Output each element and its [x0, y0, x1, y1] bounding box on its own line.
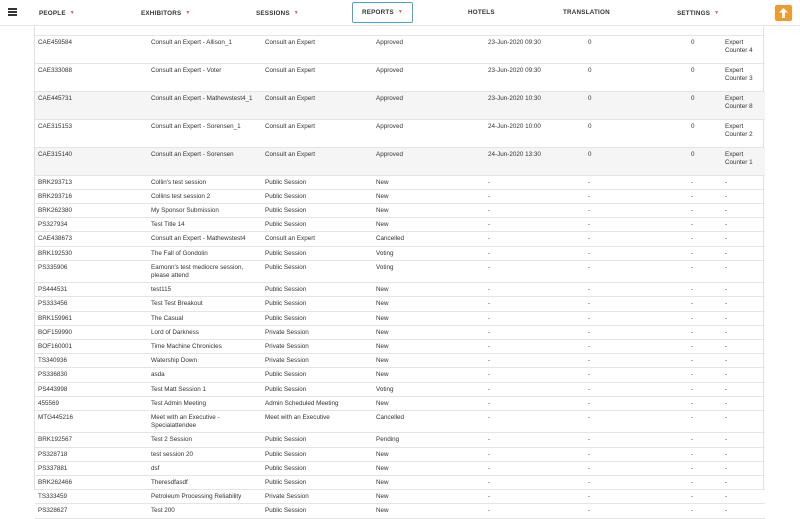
arrow-up-icon [779, 8, 788, 18]
cell-title: Consult an Expert - Allison_1 [151, 38, 232, 46]
cell-date: 24-Jun-2020 13:30 [485, 147, 585, 175]
cell-date: - [488, 221, 491, 229]
cell-title: Consult an Expert - Voter [151, 66, 222, 74]
cell-status: New [376, 221, 389, 229]
cell-date: 23-Jun-2020 09:30 [488, 66, 541, 74]
cell-id: 455569 [38, 399, 60, 407]
cell-status: New [376, 286, 389, 294]
nav-exhibitors[interactable] [141, 0, 191, 26]
cell-date: - [488, 286, 491, 294]
cell-status: Voting [376, 249, 394, 257]
cell-count1: - [588, 357, 591, 365]
table-row [35, 35, 765, 63]
cell-date: - [488, 399, 491, 407]
cell-id: CAE438673 [38, 235, 72, 243]
cell-count1: 0 [588, 38, 592, 46]
cell-id: BRK192567 [38, 436, 72, 444]
cell-count2: - [691, 493, 694, 501]
cell-counter: - [725, 286, 728, 294]
cell-date: - [488, 263, 491, 271]
cell-title: Consult an Expert - Mathewstest4 [151, 235, 246, 243]
cell-count2: - [691, 436, 694, 444]
cell-status: New [376, 357, 389, 365]
cell-count2: - [691, 263, 694, 271]
cell-type: Private Session [265, 357, 309, 365]
cell-counter: - [725, 357, 728, 365]
cell-count2: - [691, 507, 694, 515]
cell-type: Admin Scheduled Meeting [265, 399, 339, 407]
cell-count2: 0 [688, 91, 722, 119]
scroll-to-top-button[interactable] [775, 5, 792, 21]
cell-count2: - [691, 413, 694, 421]
cell-title: Test Title 14 [151, 221, 185, 229]
cell-type: Public Session [265, 450, 307, 458]
caret-down-icon: ▼ [69, 10, 75, 16]
cell-status: New [376, 314, 389, 322]
cell-id: PS336830 [38, 371, 68, 379]
cell-counter: Expert Counter 4 [725, 38, 753, 54]
cell-type: Private Session [265, 328, 309, 336]
cell-type: Public Session [265, 314, 307, 322]
cell-date: - [488, 464, 491, 472]
cell-count2: - [691, 249, 694, 257]
table-row [35, 246, 765, 260]
cell-title: test session 20 [151, 450, 194, 458]
cell-status: New [376, 464, 389, 472]
sessions-report-table [34, 0, 764, 515]
cell-title: Test Test Breakout [151, 300, 203, 308]
table-row [35, 504, 765, 518]
cell-title: Test Matt Session 1 [151, 385, 206, 393]
cell-count1: - [588, 328, 591, 336]
cell-id: MTG445216 [38, 413, 74, 421]
cell-title: Theresdfasdf [151, 478, 188, 486]
cell-type: Public Session [265, 221, 307, 229]
cell-status: Voting [376, 263, 394, 271]
cell-title: Consult an Expert - Mathewstest4_1 [148, 91, 262, 119]
cell-count1: 0 [585, 91, 688, 119]
cell-status: New [376, 450, 389, 458]
cell-count1: - [588, 249, 591, 257]
cell-counter: - [725, 328, 728, 336]
cell-count1: 0 [588, 66, 592, 74]
cell-count1: - [588, 436, 591, 444]
cell-date: - [488, 478, 491, 486]
cell-title: My Sponsor Submission [151, 206, 219, 214]
cell-count2: - [691, 221, 694, 229]
cell-date: 23-Jun-2020 10:30 [485, 91, 585, 119]
cell-id: CAE459584 [38, 38, 72, 46]
cell-counter: Expert Counter 1 [722, 147, 765, 175]
cell-date: - [488, 249, 491, 257]
cell-count1: - [588, 300, 591, 308]
cell-id: BRK262466 [38, 478, 72, 486]
cell-id: PS327934 [38, 221, 68, 229]
cell-date: 23-Jun-2020 09:30 [488, 38, 541, 46]
cell-title: asda [151, 371, 165, 379]
cell-count2: 0 [688, 147, 722, 175]
cell-count1: - [588, 464, 591, 472]
caret-down-icon: ▼ [185, 10, 191, 16]
table-row [35, 382, 765, 396]
cell-counter: - [725, 464, 728, 472]
cell-count1: - [588, 342, 591, 350]
cell-status: Approved [376, 38, 403, 46]
cell-title: The Casual [151, 314, 184, 322]
cell-title: Collin's test session [151, 178, 207, 186]
cell-count2: - [691, 385, 694, 393]
table-row [35, 461, 765, 475]
cell-date: - [488, 436, 491, 444]
cell-counter: - [725, 493, 728, 501]
cell-title: Consult an Expert - Sorensen_1 [151, 122, 241, 130]
table-row [35, 232, 765, 246]
table-row [35, 147, 765, 175]
cell-title: Test 2 Session [151, 436, 192, 444]
cell-count2: - [691, 300, 694, 308]
cell-type: Consult an Expert [265, 122, 316, 130]
cell-count1: - [588, 314, 591, 322]
table-row [35, 203, 765, 217]
cell-title: Meet with an Executive - Specialattendee [151, 413, 220, 430]
cell-date: - [488, 507, 491, 515]
cell-type: Consult an Expert [262, 91, 373, 119]
nav-reports[interactable] [352, 2, 413, 23]
cell-counter: Expert Counter 8 [722, 91, 765, 119]
cell-status: New [376, 192, 389, 200]
cell-status: Cancelled [376, 235, 405, 243]
cell-id: PS335906 [38, 263, 68, 271]
cell-status: New [376, 478, 389, 486]
top-navigation-bar [0, 0, 800, 26]
cell-id: PS328627 [38, 507, 68, 515]
table-row [35, 410, 765, 432]
cell-date: - [488, 450, 491, 458]
table-row [35, 218, 765, 232]
cell-count1: - [588, 478, 591, 486]
nav-reports-label: REPORTS [362, 9, 394, 16]
cell-count1: - [588, 385, 591, 393]
cell-date: - [488, 371, 491, 379]
cell-title: Petroleum Processing Reliability [151, 493, 242, 501]
cell-counter: - [725, 342, 728, 350]
cell-status: Approved [373, 147, 485, 175]
cell-status: Approved [376, 122, 403, 130]
table-row [35, 297, 765, 311]
cell-status: New [376, 371, 389, 379]
cell-id: CAE333088 [38, 66, 72, 74]
cell-title: Collins test session 2 [151, 192, 211, 200]
cell-count1: 0 [588, 122, 592, 130]
cell-id: TS333459 [38, 493, 68, 501]
cell-counter: - [725, 192, 728, 200]
cell-id: PS328718 [38, 450, 68, 458]
cell-id: BOF160001 [38, 342, 72, 350]
table-row [35, 325, 765, 339]
table-row [35, 189, 765, 203]
nav-exhibitors-label: EXHIBITORS [141, 10, 182, 17]
cell-counter: - [725, 249, 728, 257]
cell-count2: - [691, 328, 694, 336]
cell-title: Watership Down [151, 357, 197, 365]
cell-type: Public Session [265, 263, 307, 271]
cell-counter: Expert Counter 2 [725, 122, 753, 138]
cell-title: test115 [151, 286, 172, 294]
cell-date: - [488, 192, 491, 200]
caret-down-icon: ▼ [714, 10, 720, 16]
cell-date: - [488, 300, 491, 308]
cell-title: dsf [151, 464, 160, 472]
cell-type: Private Session [265, 493, 309, 501]
table-row [35, 339, 765, 353]
cell-count2: - [691, 314, 694, 322]
cell-title: Consult an Expert - Sorensen [148, 147, 262, 175]
table-body [35, 0, 765, 518]
cell-title: The Fall of Gondolin [151, 249, 208, 257]
cell-type: Consult an Expert [265, 66, 316, 74]
cell-count1: - [588, 507, 591, 515]
cell-counter: - [725, 206, 728, 214]
cell-title: Time Machine Chronicles [151, 342, 222, 350]
cell-type: Public Session [265, 300, 307, 308]
cell-type: Public Session [265, 478, 307, 486]
table-row [35, 396, 765, 410]
caret-down-icon: ▼ [293, 10, 299, 16]
cell-count1: - [588, 178, 591, 186]
cell-status: New [376, 342, 389, 350]
cell-type: Consult an Expert [262, 147, 373, 175]
cell-type: Public Session [265, 206, 307, 214]
cell-type: Consult an Expert [265, 235, 316, 243]
cell-status: New [376, 399, 389, 407]
table-row [35, 283, 765, 297]
cell-counter: - [725, 450, 728, 458]
cell-id: CAE315153 [38, 122, 72, 130]
cell-counter: - [725, 235, 728, 243]
nav-sessions[interactable] [256, 0, 299, 26]
cell-status: Cancelled [376, 413, 405, 421]
cell-id: CAE315140 [35, 147, 148, 175]
table-row [35, 91, 765, 119]
cell-id: PS333456 [38, 300, 68, 308]
cell-count1: - [588, 286, 591, 294]
nav-translation[interactable] [563, 0, 610, 26]
cell-status: New [376, 178, 389, 186]
cell-title: Lord of Darkness [151, 328, 199, 336]
cell-counter: - [725, 478, 728, 486]
cell-date: - [488, 328, 491, 336]
cell-counter: - [725, 399, 728, 407]
cell-title: Test Admin Meeting [151, 399, 206, 407]
cell-count2: 0 [691, 38, 695, 46]
cell-count2: 0 [691, 122, 695, 130]
cell-count2: - [691, 450, 694, 458]
cell-type: Consult an Expert [265, 38, 316, 46]
cell-type: Public Session [265, 385, 307, 393]
cell-count2: - [691, 371, 694, 379]
cell-count1: - [588, 493, 591, 501]
cell-count2: - [691, 192, 694, 200]
cell-counter: - [725, 436, 728, 444]
cell-count2: - [691, 357, 694, 365]
nav-sessions-label: SESSIONS [256, 10, 290, 17]
cell-type: Public Session [265, 371, 307, 379]
cell-type: Private Session [265, 342, 309, 350]
cell-type: Public Session [265, 464, 307, 472]
cell-id: BRK262380 [38, 206, 72, 214]
cell-count1: - [588, 263, 591, 271]
cell-count1: - [588, 450, 591, 458]
cell-counter: - [725, 507, 728, 515]
cell-id: TS340936 [38, 357, 68, 365]
nav-settings-label: SETTINGS [677, 10, 711, 17]
cell-status: Voting [376, 385, 394, 393]
cell-count2: 0 [691, 66, 695, 74]
cell-id: CAE445731 [35, 91, 148, 119]
cell-date: 24-Jun-2020 10:00 [488, 122, 541, 130]
nav-settings[interactable] [677, 0, 719, 26]
cell-count1: 0 [585, 147, 688, 175]
cell-counter: - [725, 221, 728, 229]
cell-count2: - [691, 206, 694, 214]
cell-count2: - [691, 286, 694, 294]
cell-id: BRK293713 [38, 178, 72, 186]
nav-people-label: PEOPLE [39, 10, 66, 17]
cell-date: - [488, 235, 491, 243]
cell-counter: - [725, 300, 728, 308]
cell-type: Public Session [265, 286, 307, 294]
nav-hotels[interactable] [468, 0, 495, 26]
cell-count1: - [588, 413, 591, 421]
table-row [35, 311, 765, 325]
cell-count2: - [691, 235, 694, 243]
table-row [35, 475, 765, 489]
cell-count2: - [691, 464, 694, 472]
cell-count1: - [588, 192, 591, 200]
table-row [35, 368, 765, 382]
cell-id: PS443998 [38, 385, 68, 393]
table-row [35, 433, 765, 447]
cell-title: Eamonn's test mediocre session, please attend [151, 263, 244, 279]
nav-translation-label: TRANSLATION [563, 9, 610, 16]
cell-counter: - [725, 314, 728, 322]
table-row [35, 119, 765, 147]
cell-status: New [376, 206, 389, 214]
table-row [35, 260, 765, 282]
table-row [35, 490, 765, 504]
cell-type: Public Session [265, 249, 307, 257]
table-row [35, 175, 765, 189]
cell-count1: - [588, 206, 591, 214]
report-table [35, 0, 765, 519]
cell-counter: - [725, 371, 728, 379]
cell-counter: - [725, 178, 728, 186]
cell-id: BOF159990 [38, 328, 72, 336]
cell-count2: - [691, 342, 694, 350]
cell-type: Public Session [265, 178, 307, 186]
cell-id: BRK159961 [38, 314, 72, 322]
cell-id: PS337881 [38, 464, 68, 472]
cell-status: New [376, 300, 389, 308]
cell-id: BRK293716 [38, 192, 72, 200]
cell-status: New [376, 328, 389, 336]
cell-date: - [488, 385, 491, 393]
cell-counter: - [725, 413, 728, 421]
cell-date: - [488, 357, 491, 365]
table-row [35, 63, 765, 91]
cell-date: - [488, 413, 491, 421]
cell-count1: - [588, 399, 591, 407]
cell-type: Meet with an Executive [265, 413, 330, 421]
cell-date: - [488, 206, 491, 214]
cell-status: Approved [373, 91, 485, 119]
cell-type: Public Session [265, 507, 307, 515]
cell-type: Public Session [265, 192, 307, 200]
cell-status: Approved [376, 66, 403, 74]
cell-count1: - [588, 371, 591, 379]
cell-counter: - [725, 263, 728, 271]
cell-status: Pending [376, 436, 400, 444]
cell-date: - [488, 178, 491, 186]
cell-status: New [376, 493, 389, 501]
cell-id: PS444531 [38, 286, 68, 294]
cell-status: New [376, 507, 389, 515]
cell-id: BRK192530 [38, 249, 72, 257]
cell-count2: - [691, 399, 694, 407]
table-row [35, 447, 765, 461]
nav-people[interactable] [39, 0, 75, 26]
cell-title: Test 200 [151, 507, 175, 515]
cell-date: - [488, 493, 491, 501]
cell-counter: - [725, 385, 728, 393]
cell-count1: - [588, 221, 591, 229]
hamburger-menu-icon[interactable] [8, 8, 17, 16]
cell-count2: - [691, 178, 694, 186]
cell-counter: Expert Counter 3 [725, 66, 753, 82]
cell-count1: - [588, 235, 591, 243]
cell-type: Public Session [265, 436, 307, 444]
caret-down-icon: ▼ [397, 9, 403, 15]
nav-hotels-label: HOTELS [468, 9, 495, 16]
cell-count2: - [691, 478, 694, 486]
cell-date: - [488, 342, 491, 350]
cell-date: - [488, 314, 491, 322]
table-row [35, 354, 765, 368]
